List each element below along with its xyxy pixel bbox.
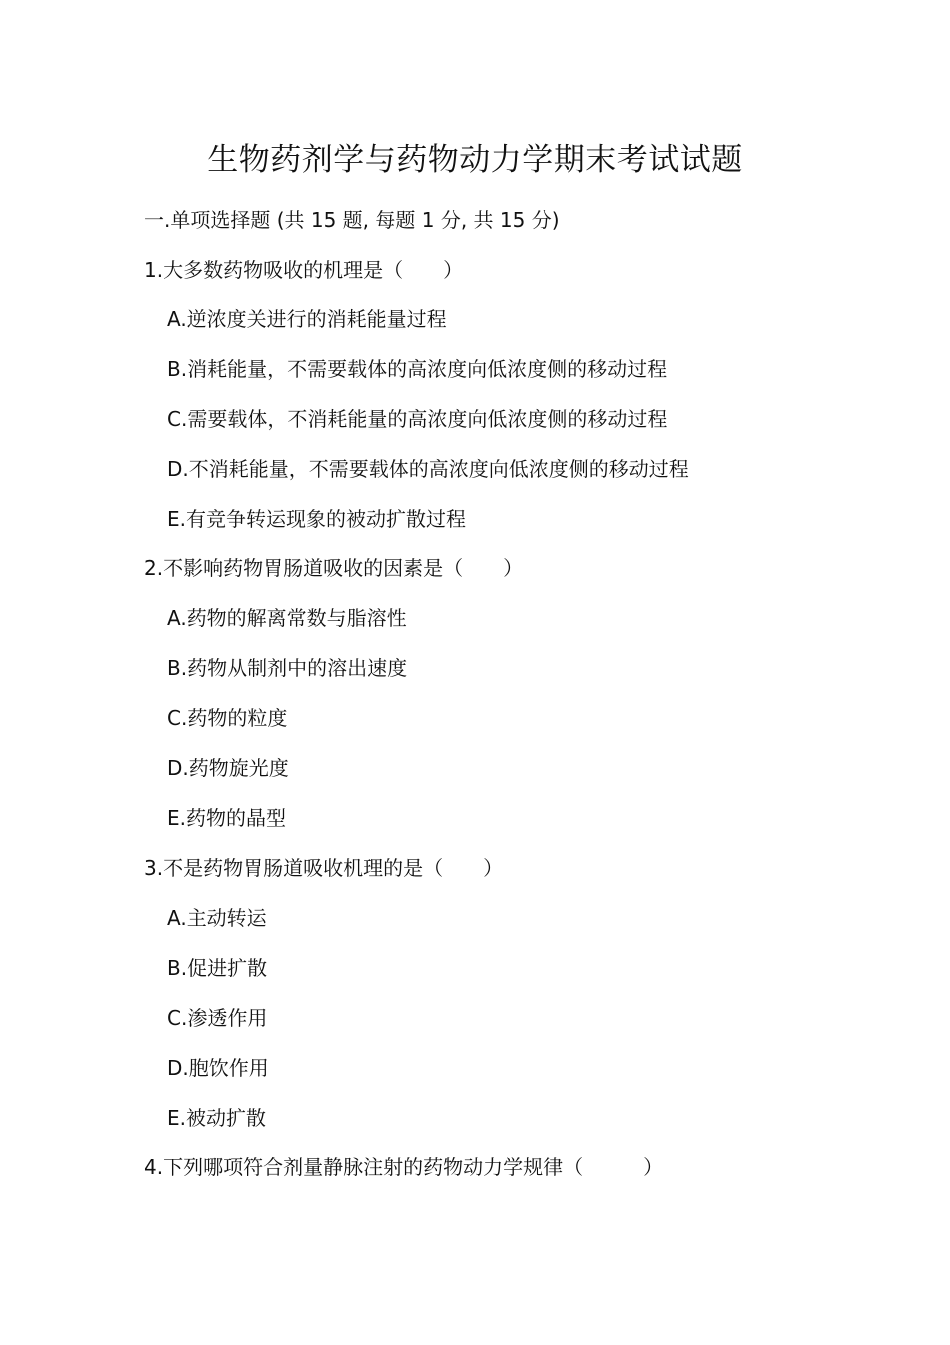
question-3: 3.不是药物胃肠道吸收机理的是（ ）	[144, 856, 504, 880]
question-3-option-c: C.渗透作用	[167, 1006, 268, 1030]
question-2: 2.不影响药物胃肠道吸收的因素是（ ）	[144, 556, 524, 580]
question-3-option-b: B.促进扩散	[167, 956, 268, 980]
question-2-option-c: C.药物的粒度	[167, 706, 288, 730]
question-1-option-a: A.逆浓度关进行的消耗能量过程	[167, 307, 447, 331]
question-3-option-e: E.被动扩散	[167, 1106, 266, 1130]
question-1: 1.大多数药物吸收的机理是（ ）	[144, 258, 464, 282]
question-1-option-b: B.消耗能量，不需要载体的高浓度向低浓度侧的移动过程	[167, 357, 668, 381]
question-1-option-e: E.有竞争转运现象的被动扩散过程	[167, 507, 466, 531]
question-2-option-d: D.药物旋光度	[167, 756, 289, 780]
question-2-option-e: E.药物的晶型	[167, 806, 286, 830]
question-1-option-d: D.不消耗能量，不需要载体的高浓度向低浓度侧的移动过程	[167, 457, 689, 481]
section-heading: 一.单项选择题 (共 15 题, 每题 1 分, 共 15 分)	[144, 208, 560, 232]
page-title: 生物药剂学与药物动力学期末考试试题	[207, 142, 743, 178]
question-2-option-a: A.药物的解离常数与脂溶性	[167, 606, 407, 630]
question-4: 4.下列哪项符合剂量静脉注射的药物动力学规律（ ）	[144, 1155, 664, 1179]
question-3-option-a: A.主动转运	[167, 906, 267, 930]
question-1-option-c: C.需要载体，不消耗能量的高浓度向低浓度侧的移动过程	[167, 407, 668, 431]
question-3-option-d: D.胞饮作用	[167, 1056, 269, 1080]
question-2-option-b: B.药物从制剂中的溶出速度	[167, 656, 408, 680]
